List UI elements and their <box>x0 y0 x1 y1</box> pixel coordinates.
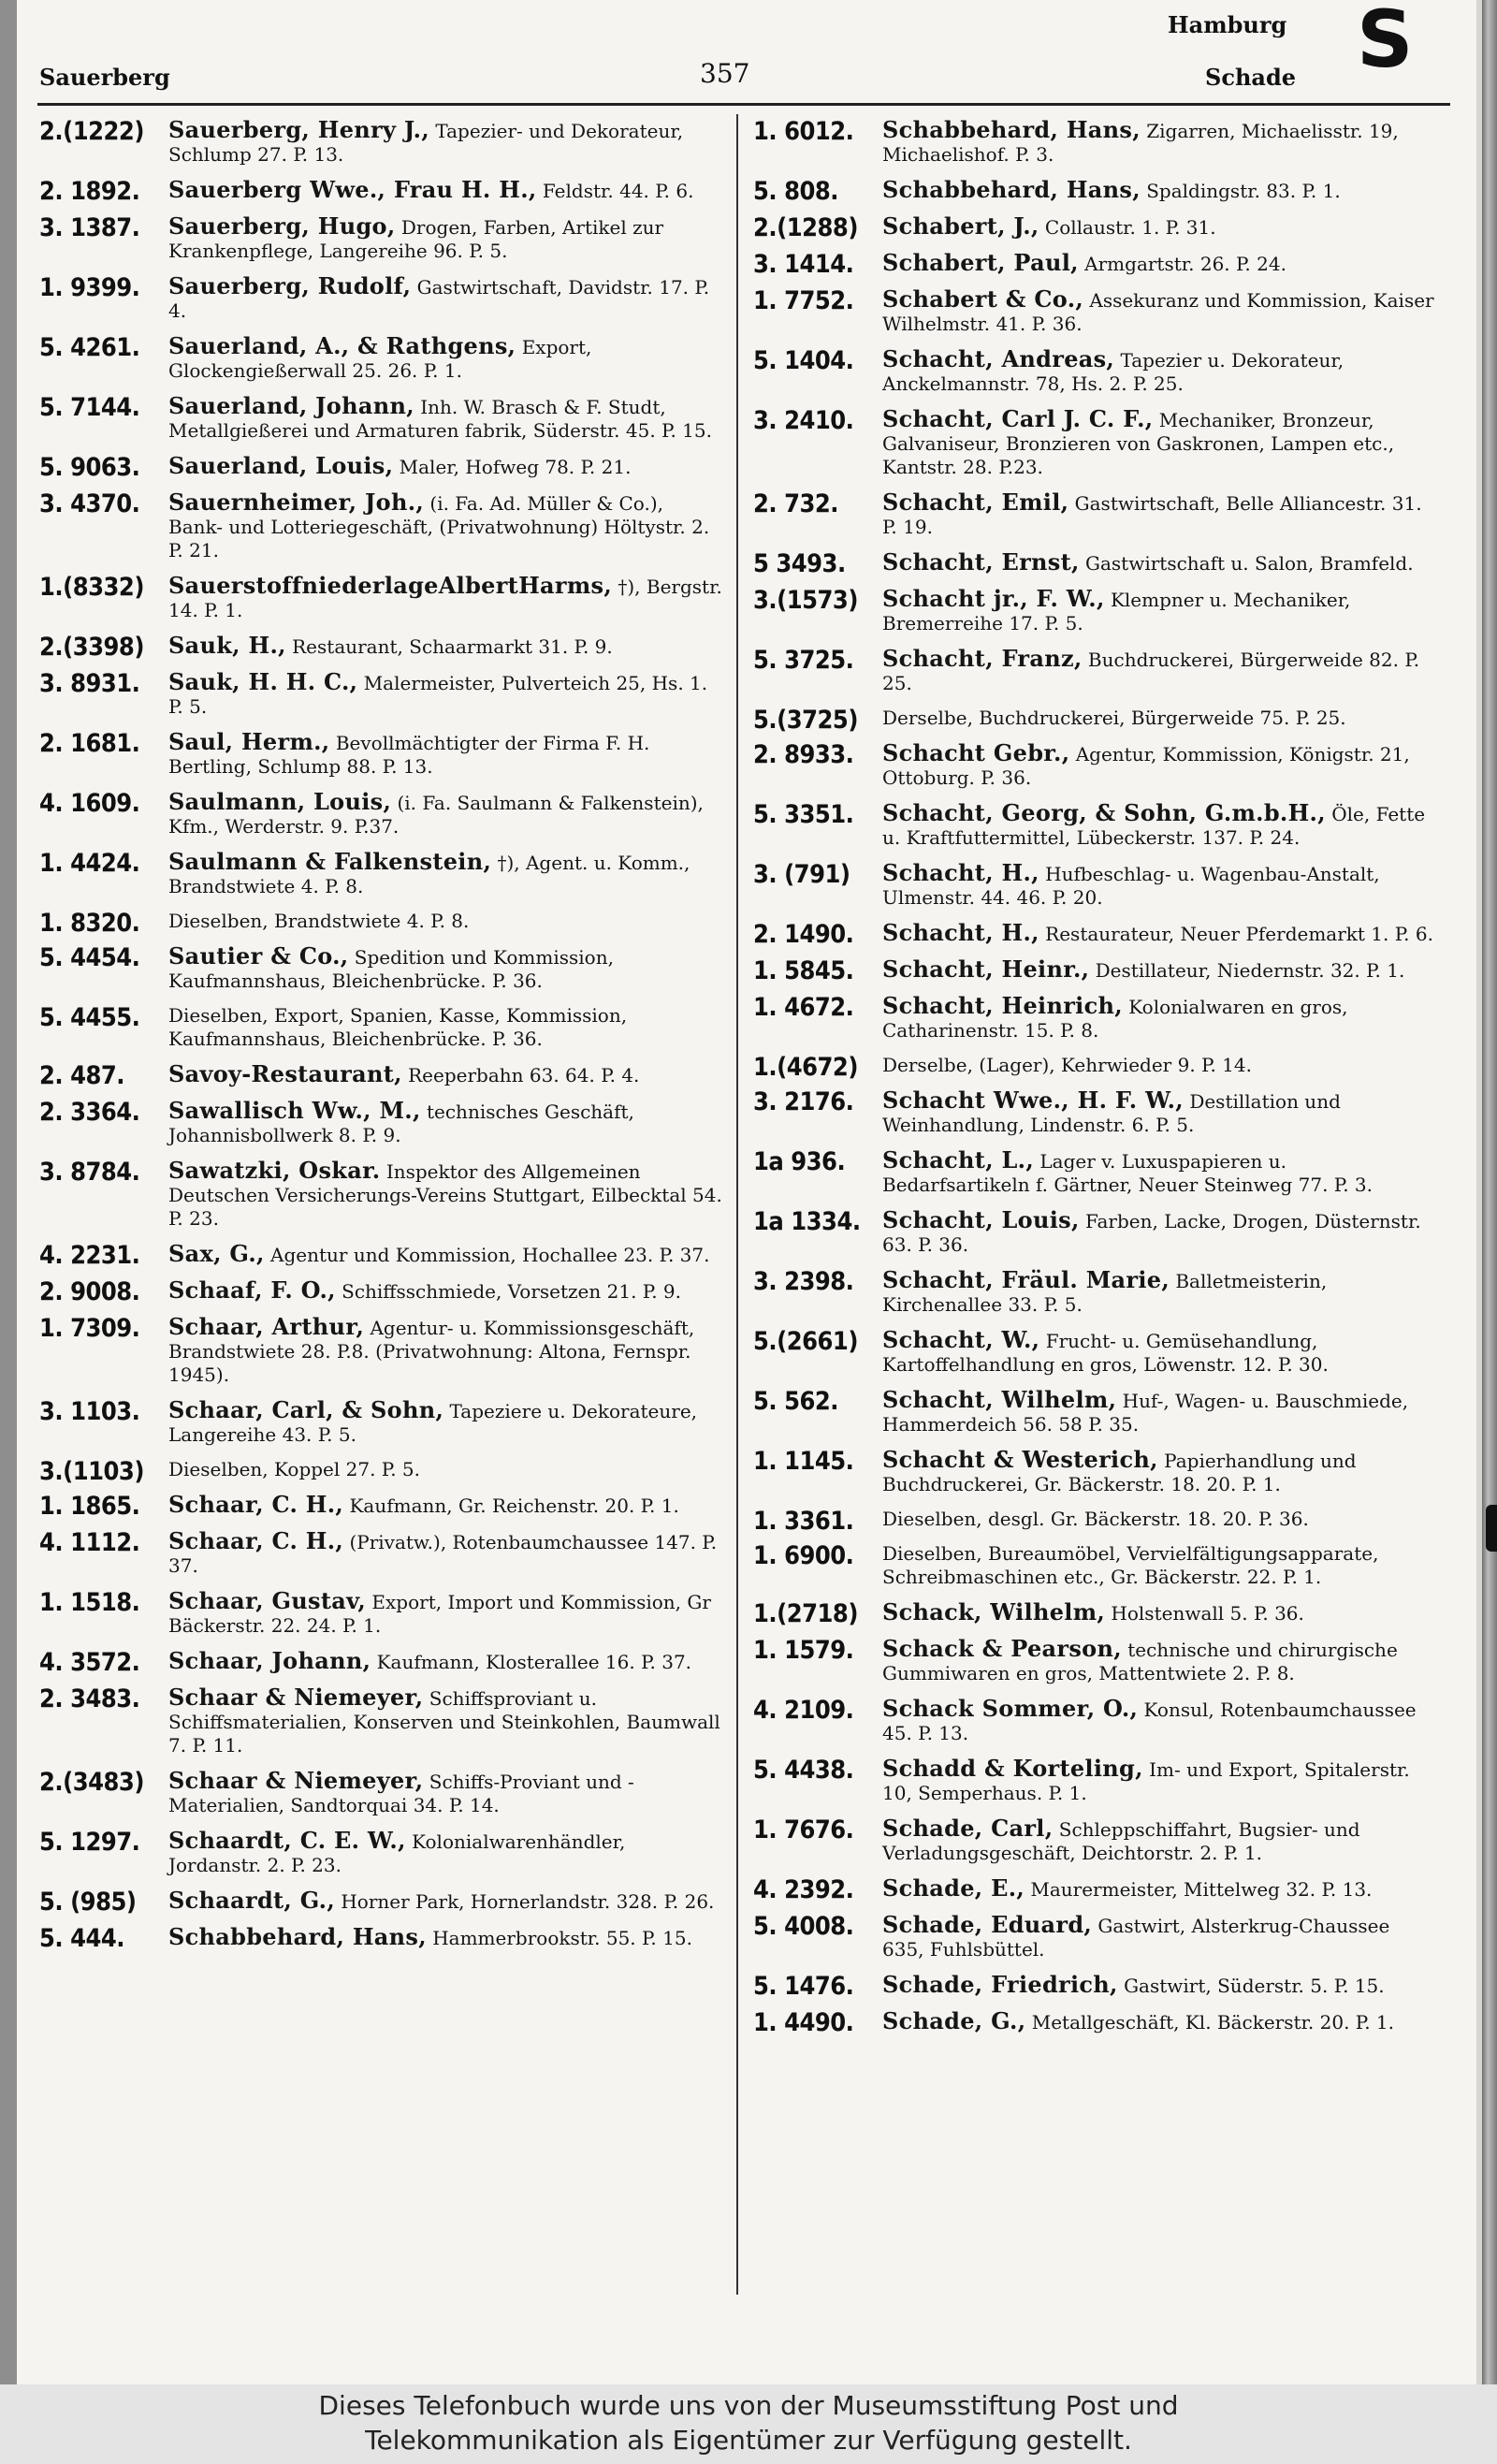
entry-name: Schacht, Andreas, <box>882 345 1115 372</box>
directory-entry <box>753 1088 1436 1137</box>
entry-name: Sauerberg, Hugo, <box>168 212 396 240</box>
entry-name: Sauerland, A., & Rathgens, <box>168 332 516 359</box>
entry-details: Agentur- u. Kommissionsgeschäft, Brandstwiete 28. P.8. (Privatwohnung: Altona, Fernspr. 1945). <box>168 1317 695 1386</box>
phone-number: 2. 9008. <box>39 1277 140 1306</box>
entry-details: Spaldingstr. 83. P. 1. <box>1146 180 1341 202</box>
entry-details: Farben, Lacke, Drogen, Düsternstr. 63. P. 36. <box>882 1210 1421 1256</box>
directory-entry <box>753 1816 1436 1865</box>
entry-name: Schaar, Gustav, <box>168 1587 367 1614</box>
entry-name: Schaaf, F. O., <box>168 1276 336 1304</box>
entry-details: Inspektor des Allgemeinen Deutschen Versicherungs-Vereins Stuttgart, Eilbecktal 54. P. 23. <box>168 1160 722 1230</box>
directory-entry <box>39 944 722 993</box>
directory-entry <box>39 490 722 562</box>
entry-name: Schacht, W., <box>882 1326 1040 1353</box>
directory-entry <box>39 730 722 779</box>
directory-entry <box>39 214 722 263</box>
header-first-name: Sauerberg <box>39 64 170 91</box>
entry-name: Schack, Wilhelm, <box>882 1598 1106 1626</box>
entry-details: Schiffsschmiede, Vorsetzen 21. P. 9. <box>342 1280 681 1303</box>
phone-number: 2. 1490. <box>753 920 854 949</box>
directory-entry <box>753 1053 1436 1082</box>
directory-entry <box>39 1491 722 1521</box>
directory-entry <box>39 1589 722 1638</box>
directory-entry <box>753 1388 1436 1436</box>
entry-name: Schaar, C. H., <box>168 1527 344 1554</box>
phone-number: 1. 4490. <box>753 2008 854 2037</box>
phone-number: 1. 6900. <box>753 1541 854 1570</box>
entry-name: Schade, E., <box>882 1874 1025 1902</box>
phone-number: 1. 6012. <box>753 117 854 146</box>
directory-entry <box>39 632 722 662</box>
entry-details: Export, Glockengießerwall 25. 26. P. 1. <box>168 336 592 382</box>
entry-name: Sauk, H. H. C., <box>168 668 358 695</box>
phone-number: 4. 1609. <box>39 789 140 818</box>
directory-entry <box>39 1099 722 1147</box>
phone-number: 5. 1404. <box>753 346 854 375</box>
entry-name: Sauerland, Louis, <box>168 452 394 479</box>
entry-name: Schade, Carl, <box>882 1815 1054 1842</box>
directory-entry <box>753 1268 1436 1317</box>
entry-details: Destillateur, Niedernstr. 32. P. 1. <box>1095 959 1405 982</box>
directory-entry <box>39 1769 722 1817</box>
entry-details: Buchdruckerei, Bürgerweide 82. P. 25. <box>882 649 1420 694</box>
entry-details: Agentur, Kommission, Königstr. 21, Ottoburg. P. 36. <box>882 743 1410 789</box>
phone-number: 1. 1865. <box>39 1492 140 1521</box>
phone-number: 5. 4454. <box>39 943 140 972</box>
entry-name: Schabert & Co., <box>882 285 1084 313</box>
footer-line-2: Telekommunikation als Eigentümer zur Verfügung gestellt. <box>365 2425 1132 2456</box>
phone-number: 4. 1112. <box>39 1528 140 1557</box>
phone-number: 3. (791) <box>753 860 850 889</box>
entry-name: Saulmann, Louis, <box>168 788 392 815</box>
header-city: Hamburg <box>1168 11 1287 38</box>
phone-number: 1a 936. <box>753 1147 846 1176</box>
entry-name: Sauerland, Johann, <box>168 392 414 419</box>
entry-name: Schaar & Niemeyer, <box>168 1684 424 1711</box>
entry-details: Konsul, Rotenbaumchaussee 45. P. 13. <box>882 1699 1417 1744</box>
entry-name: Schabbehard, Hans, <box>168 1923 427 1950</box>
directory-entry <box>753 1971 1436 2001</box>
directory-entry <box>39 670 722 719</box>
phone-number: 3.(1103) <box>39 1457 144 1486</box>
entry-name: Sautier & Co., <box>168 942 349 970</box>
phone-number: 2. 732. <box>753 489 839 518</box>
phone-number: 1. 9399. <box>39 273 140 302</box>
entry-details: Collaustr. 1. P. 31. <box>1044 216 1216 239</box>
phone-number: 4. 3572. <box>39 1648 140 1677</box>
entry-details: Kaufmann, Gr. Reichenstr. 20. P. 1. <box>349 1494 679 1517</box>
entry-name: Sauerberg Wwe., Frau H. H., <box>168 176 537 203</box>
directory-page <box>17 0 1482 2384</box>
entry-details: Klempner u. Mechaniker, Bremerreihe 17. P. 5. <box>882 589 1351 634</box>
entry-details: Derselbe, (Lager), Kehrwieder 9. P. 14. <box>882 1054 1252 1076</box>
phone-number: 3. 8931. <box>39 669 140 698</box>
entry-name: Schacht, Heinr., <box>882 955 1090 983</box>
entry-name: Schabbehard, Hans, <box>882 176 1141 203</box>
entry-name: Schacht, Ernst, <box>882 548 1080 576</box>
phone-number: 1. 8320. <box>39 909 140 938</box>
phone-number: 1.(8332) <box>39 573 144 602</box>
phone-number: 5. 7144. <box>39 393 140 422</box>
entry-details: Kolonialwarenhändler, Jordanstr. 2. P. 23. <box>168 1830 626 1876</box>
directory-entry <box>753 741 1436 790</box>
directory-entry <box>753 490 1436 539</box>
phone-number: 3.(1573) <box>753 586 858 615</box>
directory-entry <box>39 176 722 206</box>
entry-name: Schacht, L., <box>882 1146 1034 1174</box>
directory-entry <box>753 587 1436 635</box>
entry-name: Schacht, H., <box>882 919 1039 946</box>
entry-details: Malermeister, Pulverteich 25, Hs. 1. P. 5. <box>168 672 708 718</box>
entry-name: Schaardt, G., <box>168 1887 335 1914</box>
entry-name: Schaar, Carl, & Sohn, <box>168 1396 444 1423</box>
entry-details: Mechaniker, Bronzeur, Galvaniseur, Bronzieren von Gaskronen, Lampen etc., Kantstr. 28. P.23. <box>882 409 1395 478</box>
entry-name: Schade, Eduard, <box>882 1911 1093 1938</box>
entry-details: Agentur und Kommission, Hochallee 23. P. 37. <box>270 1244 710 1266</box>
entry-details: Hammerbrookstr. 55. P. 15. <box>432 1927 692 1949</box>
column-divider <box>736 114 738 2295</box>
entry-name: Schacht, Heinrich, <box>882 992 1123 1019</box>
entry-details: Hufbeschlag- u. Wagenbau-Anstalt, Ulmenstr. 44. 46. P. 20. <box>882 863 1380 909</box>
entry-name: Schaar, Johann, <box>168 1647 371 1674</box>
directory-entry <box>753 706 1436 735</box>
entry-details: Export, Import und Kommission, Gr Bäckerstr. 22. 24. P. 1. <box>168 1591 711 1637</box>
footer-notice <box>0 2384 1497 2464</box>
phone-number: 2.(1222) <box>39 117 144 146</box>
directory-entry <box>39 452 722 482</box>
entry-name: Schacht Wwe., H. F. W., <box>882 1086 1184 1114</box>
directory-entry <box>753 287 1436 336</box>
entry-details: Restaurant, Schaarmarkt 31. P. 9. <box>292 635 613 658</box>
entry-details: Zigarren, Michaelisstr. 19, Michaelishof. P. 3. <box>882 120 1399 166</box>
entry-name: Sawallisch Ww., M., <box>168 1097 421 1124</box>
entry-details: Tapeziere u. Dekorateure, Langereihe 43. P. 5. <box>168 1400 698 1446</box>
phone-number: 5. 3351. <box>753 800 854 829</box>
phone-number: 3. 4370. <box>39 489 140 518</box>
entry-details: Reeperbahn 63. 64. P. 4. <box>408 1064 640 1086</box>
entry-name: Schadd & Korteling, <box>882 1755 1143 1782</box>
entry-details: Dieselben, Brandstwiete 4. P. 8. <box>168 910 470 932</box>
phone-number: 1. 7752. <box>753 286 854 315</box>
entry-details: Metallgeschäft, Kl. Bäckerstr. 20. P. 1. <box>1031 2011 1394 2034</box>
entry-details: †), Bergstr. 14. P. 1. <box>168 576 722 621</box>
entry-details: Dieselben, Export, Spanien, Kasse, Kommission, Kaufmannshaus, Bleichenbrücke. P. 36. <box>168 1004 628 1050</box>
entry-details: Horner Park, Hornerlandstr. 328. P. 26. <box>341 1890 715 1913</box>
directory-entry <box>753 118 1436 167</box>
footer-line-1: Dieses Telefonbuch wurde uns von der Museumsstiftung Post und <box>318 2390 1179 2421</box>
entry-name: Schack & Pearson, <box>882 1635 1122 1662</box>
phone-number: 5 3493. <box>753 549 846 578</box>
entry-name: Schacht jr., F. W., <box>882 585 1105 612</box>
entry-details: Gastwirt, Süderstr. 5. P. 15. <box>1124 1975 1385 1997</box>
header-last-name: Schade <box>1205 64 1296 91</box>
entry-details: Maler, Hofweg 78. P. 21. <box>399 456 632 478</box>
phone-number: 5. 4008. <box>753 1912 854 1941</box>
directory-entry <box>753 1637 1436 1685</box>
right-column <box>753 118 1436 2046</box>
phone-number: 5. 1476. <box>753 1972 854 2001</box>
phone-number: 3. 1103. <box>39 1397 140 1426</box>
entry-details: Gastwirtschaft, Belle Alliancestr. 31. P. 19. <box>882 492 1422 538</box>
phone-number: 3. 2398. <box>753 1267 854 1296</box>
phone-number: 5. 9063. <box>39 453 140 482</box>
directory-entry <box>753 1507 1436 1536</box>
phone-number: 1.(4672) <box>753 1053 858 1082</box>
directory-entry <box>753 1542 1436 1589</box>
phone-number: 4. 2392. <box>753 1875 854 1904</box>
phone-number: 2. 3364. <box>39 1098 140 1127</box>
phone-number: 1.(2718) <box>753 1599 858 1628</box>
directory-entry <box>39 1647 722 1677</box>
entry-details: Maurermeister, Mittelweg 32. P. 13. <box>1030 1878 1373 1901</box>
directory-entry <box>39 850 722 898</box>
directory-entry <box>39 1829 722 1877</box>
directory-entry <box>39 1278 722 1304</box>
entry-details: Gastwirtschaft u. Salon, Bramfeld. <box>1085 552 1414 575</box>
entry-details: Assekuranz und Kommission, Kaiser Wilhelmstr. 41. P. 36. <box>882 289 1434 335</box>
directory-entry <box>753 550 1436 576</box>
entry-name: Schaardt, C. E. W., <box>168 1827 406 1854</box>
entry-details: Lager v. Luxuspapieren u. Bedarfsartikeln f. Gärtner, Neuer Steinweg 77. P. 3. <box>882 1150 1373 1196</box>
directory-entry <box>39 394 722 443</box>
directory-entry <box>753 407 1436 479</box>
entry-details: Kaufmann, Klosterallee 16. P. 37. <box>376 1651 692 1673</box>
entry-name: SauerstoffniederlageAlbertHarms, <box>168 572 613 599</box>
directory-entry <box>753 861 1436 910</box>
directory-entry <box>753 176 1436 206</box>
phone-number: 1. 3361. <box>753 1507 854 1536</box>
directory-entry <box>39 118 722 167</box>
entry-name: Schabert, Paul, <box>882 249 1079 276</box>
entry-name: Schaar, Arthur, <box>168 1313 365 1340</box>
directory-entry <box>753 1148 1436 1197</box>
phone-number: 1. 5845. <box>753 956 854 985</box>
entry-name: Schabert, J., <box>882 212 1039 240</box>
phone-number: 5. (985) <box>39 1888 137 1917</box>
entry-name: Schacht, Franz, <box>882 645 1083 672</box>
entry-details: Armgartstr. 26. P. 24. <box>1084 253 1286 275</box>
directory-entry <box>39 1240 722 1270</box>
directory-entry <box>39 790 722 838</box>
phone-number: 2.(3483) <box>39 1768 144 1797</box>
directory-entry <box>753 2007 1436 2037</box>
header-letter: S <box>1357 0 1414 85</box>
entry-details: Dieselben, Bureaumöbel, Vervielfältigungsapparate, Schreibmaschinen etc., Gr. Bäckerstr. 22. P. 1. <box>882 1542 1379 1588</box>
entry-details: Schiffs-Proviant und -Materialien, Sandtorquai 34. P. 14. <box>168 1771 634 1816</box>
directory-entry <box>753 919 1436 949</box>
entry-details: technisches Geschäft, Johannisbollwerk 8. P. 9. <box>168 1101 634 1146</box>
entry-details: Gastwirtschaft, Davidstr. 17. P. 4. <box>168 276 710 322</box>
entry-details: Papierhandlung und Buchdruckerei, Gr. Bäckerstr. 18. 20. P. 1. <box>882 1450 1357 1495</box>
directory-entry <box>39 1315 722 1387</box>
entry-name: Schacht & Westerich, <box>882 1446 1158 1473</box>
header-rule <box>37 103 1450 106</box>
left-column <box>39 118 722 1961</box>
phone-number: 1. 1145. <box>753 1447 854 1476</box>
directory-entry <box>753 1757 1436 1805</box>
entry-details: Huf-, Wagen- u. Bauschmiede, Hammerdeich 56. 58 P. 35. <box>882 1390 1409 1436</box>
entry-details: Dieselben, desgl. Gr. Bäckerstr. 18. 20. P. 36. <box>882 1508 1309 1530</box>
phone-number: 5. 4455. <box>39 1003 140 1032</box>
directory-entry <box>753 347 1436 396</box>
directory-entry <box>753 957 1436 983</box>
directory-entry <box>39 909 722 938</box>
directory-entry <box>39 1887 722 1917</box>
entry-details: (i. Fa. Ad. Müller & Co.), Bank- und Lotteriegeschäft, (Privatwohnung) Höltystr. 2. P. 21. <box>168 492 710 561</box>
entry-name: Schack Sommer, O., <box>882 1695 1139 1722</box>
entry-details: Öle, Fette u. Kraftfuttermittel, Lübeckerstr. 137. P. 24. <box>882 803 1426 849</box>
phone-number: 1. 1579. <box>753 1636 854 1665</box>
entry-details: (i. Fa. Saulmann & Falkenstein), Kfm., Werderstr. 9. P.37. <box>168 792 704 838</box>
entry-name: Saulmann & Falkenstein, <box>168 848 492 875</box>
entry-details: Inh. W. Brasch & F. Studt, Metallgießerei und Armaturen fabrik, Süderstr. 45. P. 15. <box>168 396 712 442</box>
phone-number: 2.(1288) <box>753 213 858 242</box>
directory-entry <box>39 1060 722 1090</box>
entry-name: Sauerberg, Henry J., <box>168 116 429 143</box>
phone-number: 5. 4438. <box>753 1756 854 1785</box>
phone-number: 2. 3483. <box>39 1684 140 1713</box>
phone-number: 1. 7309. <box>39 1314 140 1343</box>
page-edge <box>1482 0 1497 2384</box>
entry-name: Schacht, Emil, <box>882 488 1069 516</box>
phone-number: 2. 8933. <box>753 740 854 769</box>
entry-name: Sauerberg, Rudolf, <box>168 272 412 299</box>
directory-entry <box>753 647 1436 695</box>
directory-entry <box>753 801 1436 850</box>
entry-details: Tapezier- und Dekorateur, Schlump 27. P. 13. <box>168 120 684 166</box>
entry-name: Schacht, Fräul. Marie, <box>882 1266 1170 1293</box>
phone-number: 3. 1414. <box>753 250 854 279</box>
phone-number: 5.(3725) <box>753 706 858 735</box>
entry-details: Schiffsproviant u. Schiffsmaterialien, Konserven und Steinkohlen, Baumwall 7. P. 11. <box>168 1687 720 1757</box>
entry-details: Derselbe, Buchdruckerei, Bürgerweide 75. P. 25. <box>882 707 1346 729</box>
directory-entry <box>39 1923 722 1953</box>
directory-entry <box>39 1398 722 1447</box>
directory-entry <box>753 249 1436 279</box>
phone-number: 3. 2176. <box>753 1087 854 1116</box>
entry-name: Schaar & Niemeyer, <box>168 1767 424 1794</box>
phone-number: 1. 1518. <box>39 1588 140 1617</box>
directory-entry <box>39 574 722 622</box>
entry-name: Sawatzki, Oskar. <box>168 1157 381 1184</box>
phone-number: 3. 1387. <box>39 213 140 242</box>
directory-entry <box>753 214 1436 240</box>
entry-name: Schacht, H., <box>882 859 1039 886</box>
entry-name: Schacht, Carl J. C. F., <box>882 405 1154 432</box>
phone-number: 4. 2231. <box>39 1241 140 1270</box>
entry-details: Destillation und Weinhandlung, Lindenstr. 6. P. 5. <box>882 1090 1341 1136</box>
entry-name: Sauernheimer, Joh., <box>168 488 425 516</box>
directory-entry <box>753 1876 1436 1902</box>
entry-details: Gastwirt, Alsterkrug-Chaussee 635, Fuhlsbüttel. <box>882 1915 1390 1961</box>
phone-number: 1a 1334. <box>753 1207 861 1236</box>
entry-details: †), Agent. u. Komm., Brandstwiete 4. P. 8. <box>168 852 690 897</box>
entry-name: Schade, G., <box>882 2007 1026 2034</box>
entry-details: Dieselben, Koppel 27. P. 5. <box>168 1458 421 1480</box>
entry-name: Saul, Herm., <box>168 728 330 755</box>
entry-details: Restaurateur, Neuer Pferdemarkt 1. P. 6. <box>1045 923 1433 945</box>
phone-number: 2. 487. <box>39 1061 125 1090</box>
entry-name: Savoy-Restaurant, <box>168 1060 402 1087</box>
entry-name: Sax, G., <box>168 1240 265 1267</box>
entry-name: Schabbehard, Hans, <box>882 116 1141 143</box>
phone-number: 5.(2661) <box>753 1327 858 1356</box>
directory-entry <box>753 1328 1436 1377</box>
phone-number: 4. 2109. <box>753 1696 854 1725</box>
directory-entry <box>753 1913 1436 1961</box>
phone-number: 5. 562. <box>753 1387 839 1416</box>
phone-number: 1. 4424. <box>39 849 140 878</box>
directory-entry <box>39 334 722 383</box>
entry-details: Frucht- u. Gemüsehandlung, Kartoffelhandlung en gros, Löwenstr. 12. P. 30. <box>882 1330 1329 1376</box>
directory-entry <box>39 1004 722 1051</box>
entry-name: Schaar, C. H., <box>168 1491 344 1518</box>
directory-entry <box>753 1448 1436 1496</box>
phone-number: 1. 7676. <box>753 1815 854 1844</box>
entry-details: Im- und Export, Spitalerstr. 10, Semperhaus. P. 1. <box>882 1758 1410 1804</box>
directory-entry <box>753 1600 1436 1626</box>
entry-details: Schleppschiffahrt, Bugsier- und Verladungsgeschäft, Deichtorstr. 2. P. 1. <box>882 1818 1360 1864</box>
page-number: 357 <box>700 58 750 89</box>
entry-name: Sauk, H., <box>168 632 286 659</box>
phone-number: 3. 2410. <box>753 406 854 435</box>
phone-number: 2.(3398) <box>39 633 144 662</box>
directory-entry <box>39 1457 722 1486</box>
entry-details: Kolonialwaren en gros, Catharinenstr. 15. P. 8. <box>882 996 1348 1042</box>
entry-details: Feldstr. 44. P. 6. <box>542 180 694 202</box>
directory-entry <box>753 994 1436 1042</box>
directory-entry <box>753 1208 1436 1257</box>
phone-number: 1. 4672. <box>753 993 854 1022</box>
entry-details: (Privatw.), Rotenbaumchaussee 147. P. 37. <box>168 1531 718 1577</box>
phone-number: 3. 8784. <box>39 1158 140 1187</box>
entry-details: technische und chirurgische Gummiwaren en gros, Mattentwiete 2. P. 8. <box>882 1639 1398 1684</box>
entry-details: Spedition und Kommission, Kaufmannshaus, Bleichenbrücke. P. 36. <box>168 946 614 992</box>
phone-number: 5. 444. <box>39 1924 125 1953</box>
phone-number: 2. 1892. <box>39 177 140 206</box>
entry-details: Holstenwall 5. P. 36. <box>1111 1602 1304 1625</box>
entry-details: Tapezier u. Dekorateur, Anckelmannstr. 78, Hs. 2. P. 25. <box>882 349 1344 395</box>
entry-name: Schacht, Wilhelm, <box>882 1386 1117 1413</box>
directory-entry <box>753 1697 1436 1745</box>
phone-number: 5. 3725. <box>753 646 854 675</box>
entry-details: Balletmeisterin, Kirchenallee 33. P. 5. <box>882 1270 1328 1316</box>
phone-number: 5. 1297. <box>39 1828 140 1857</box>
phone-number: 2. 1681. <box>39 729 140 758</box>
entry-details: Drogen, Farben, Artikel zur Krankenpflege, Langereihe 96. P. 5. <box>168 216 664 262</box>
directory-entry <box>39 1159 722 1231</box>
entry-name: Schacht Gebr., <box>882 739 1070 766</box>
entry-details: Bevollmächtigter der Firma F. H. Bertling, Schlump 88. P. 13. <box>168 732 650 778</box>
ink-blot <box>1486 1505 1497 1552</box>
phone-number: 5. 4261. <box>39 333 140 362</box>
entry-name: Schacht, Louis, <box>882 1206 1080 1233</box>
phone-number: 5. 808. <box>753 177 839 206</box>
directory-entry <box>39 1685 722 1757</box>
entry-name: Schade, Friedrich, <box>882 1971 1118 1998</box>
entry-name: Schacht, Georg, & Sohn, G.m.b.H., <box>882 799 1326 826</box>
directory-entry <box>39 1529 722 1578</box>
directory-entry <box>39 274 722 323</box>
